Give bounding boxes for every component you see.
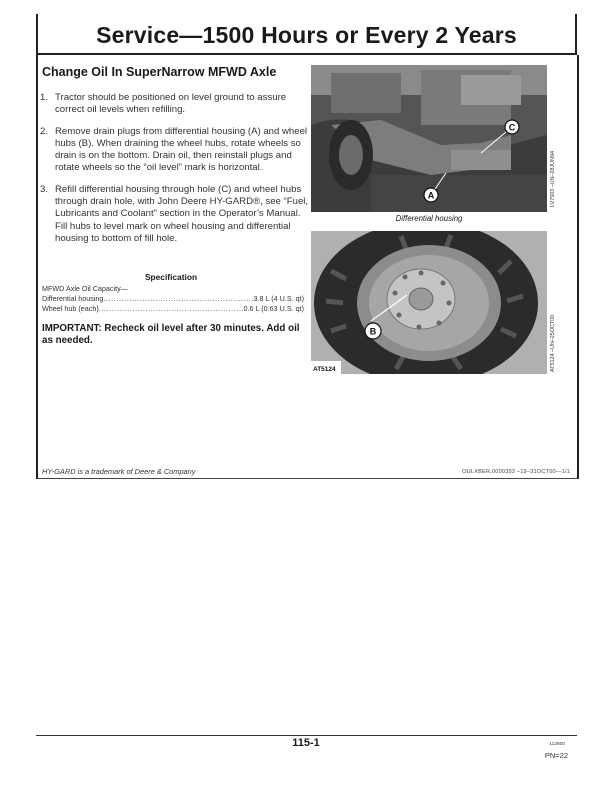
spec-heading: Specification (144, 272, 198, 282)
page-title: Service—1500 Hours or Every 2 Years (96, 22, 517, 48)
photo-caption: Differential housing (395, 214, 463, 223)
wheel-hub-photo (311, 231, 547, 374)
photo-reference-code: LV7503 –UN–28JUN94 (550, 151, 556, 207)
callout-b-label: B (369, 326, 377, 337)
spec-row-wheel-hub (42, 304, 304, 313)
step-number: 2. (40, 125, 49, 137)
spec-value: 3.8 L (4 U.S. qt) (253, 294, 304, 303)
dot-leader (99, 304, 243, 313)
step-item (40, 184, 310, 245)
procedure-steps (40, 92, 310, 254)
spec-title: MFWD Axle Oil Capacity— (42, 284, 128, 293)
page-number: 115-1 (292, 737, 320, 749)
spec-label: Differential housing (42, 294, 104, 303)
footer-rule (36, 735, 577, 736)
trademark-note: HY-GARD is a trademark of Deere & Company (42, 467, 196, 476)
step-text: Refill differential housing through hole (C) and wheel hubs through drain hole, with John Deere HY-GARD®, see “Fuel, Lubricants and Coolant” section in the Operator’s Manual. Fill hubs to level mark on wheel housing and differential housing to bottom of fill hole. (55, 183, 309, 244)
differential-housing-photo (311, 65, 547, 212)
step-text: Tractor should be positioned on level ground to assure correct oil levels when refilling. (55, 92, 287, 116)
dot-leader (103, 294, 252, 303)
step-number: 3. (40, 183, 49, 195)
step-item (40, 92, 310, 117)
spec-label: Wheel hub (each) (42, 304, 99, 313)
photo-reference-code: AT5124 –UN–25OCT00 (550, 314, 556, 372)
important-text: Recheck oil level after 30 minutes. Add oil as needed. (42, 323, 300, 346)
spec-row-differential (42, 294, 304, 303)
wheel-hub-illustration (311, 231, 547, 374)
important-note (42, 323, 310, 347)
callout-c-label: C (508, 122, 516, 133)
section-heading: Change Oil In SuperNarrow MFWD Axle (42, 65, 277, 79)
step-number: 1. (40, 92, 49, 103)
header-right-rule (575, 14, 577, 54)
step-text: Remove drain plugs from differential housing (A) and wheel hubs (B). When draining the wheel hubs, rotate wheels so drain is on the bottom. Drain oil, then reinstall plugs and rotate wheels so the “oil level” mark is horizontal. (55, 125, 308, 174)
photo-corner-label: AT5124 (313, 366, 336, 373)
spec-value: 0.6 L (0.63 U.S. qt) (243, 304, 304, 313)
footer-code: 112600 (549, 742, 565, 747)
callout-a-label: A (427, 190, 435, 201)
step-item (40, 126, 310, 175)
document-code: OULXBER,0000392 –19–31OCT00—1/1 (462, 469, 570, 475)
page-pn: PN=22 (544, 751, 568, 760)
differential-housing-illustration (311, 65, 547, 212)
important-label: IMPORTANT: (42, 323, 102, 334)
